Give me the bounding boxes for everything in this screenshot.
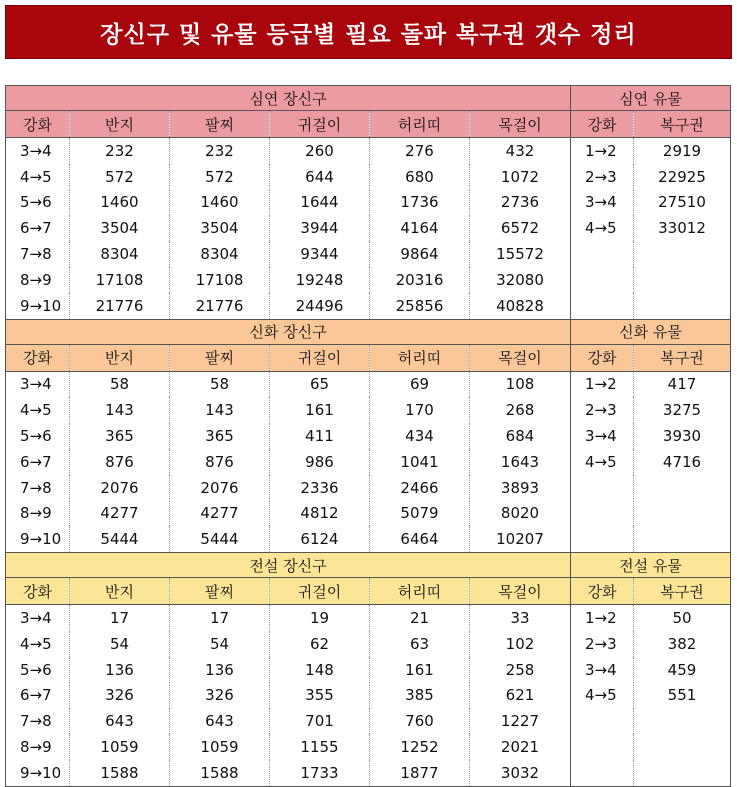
- column-header: 허리띠: [370, 344, 470, 371]
- accessory-count: 161: [370, 657, 470, 683]
- table-row: [6, 605, 731, 631]
- accessory-count: 3893: [470, 475, 571, 501]
- column-header: 목걸이: [470, 344, 571, 371]
- upgrade-step: 9→10: [6, 760, 70, 786]
- column-header: 목걸이: [470, 578, 571, 605]
- accessory-count: 276: [370, 138, 470, 164]
- accessory-count: 365: [70, 423, 170, 449]
- accessory-count: 20316: [370, 267, 470, 293]
- table-row: [6, 190, 731, 216]
- accessory-count: 2076: [70, 475, 170, 501]
- column-header: 허리띠: [370, 578, 470, 605]
- relic-column-header: 복구권: [634, 344, 731, 371]
- accessory-count: 1252: [370, 734, 470, 760]
- relic-upgrade-step: 3→4: [571, 423, 634, 449]
- accessory-count: 1059: [70, 734, 170, 760]
- accessory-count: 2076: [170, 475, 270, 501]
- accessory-section-title: 심연 장신구: [6, 86, 571, 111]
- relic-count: 382: [634, 631, 731, 657]
- relic-count: 27510: [634, 190, 731, 216]
- accessory-count: 701: [270, 708, 370, 734]
- empty-cell: [571, 526, 634, 552]
- empty-cell: [634, 708, 731, 734]
- accessory-count: 148: [270, 657, 370, 683]
- column-header: 반지: [70, 111, 170, 138]
- upgrade-step: 7→8: [6, 241, 70, 267]
- accessory-count: 4812: [270, 501, 370, 527]
- table-row: [6, 423, 731, 449]
- accessory-count: 19248: [270, 267, 370, 293]
- accessory-count: 385: [370, 683, 470, 709]
- accessory-count: 8304: [170, 241, 270, 267]
- accessory-count: 986: [270, 449, 370, 475]
- column-header: 팔찌: [170, 578, 270, 605]
- relic-upgrade-step: 4→5: [571, 215, 634, 241]
- accessory-count: 684: [470, 423, 571, 449]
- relic-section-title: 심연 유물: [571, 86, 731, 111]
- accessory-count: 1588: [170, 760, 270, 786]
- accessory-count: 1072: [470, 164, 571, 190]
- accessory-count: 326: [170, 683, 270, 709]
- accessory-count: 643: [170, 708, 270, 734]
- table-row: [6, 708, 731, 734]
- upgrade-step: 8→9: [6, 734, 70, 760]
- column-header-row: [6, 111, 731, 138]
- relic-section-title: 전설 유물: [571, 553, 731, 578]
- empty-cell: [634, 293, 731, 319]
- accessory-count: 232: [170, 138, 270, 164]
- column-header: 귀걸이: [270, 111, 370, 138]
- table-row: [6, 215, 731, 241]
- accessory-count: 232: [70, 138, 170, 164]
- relic-column-header: 강화: [571, 111, 634, 138]
- accessory-count: 876: [70, 449, 170, 475]
- empty-cell: [634, 760, 731, 786]
- accessory-count: 1644: [270, 190, 370, 216]
- accessory-count: 876: [170, 449, 270, 475]
- accessory-count: 17: [170, 605, 270, 631]
- accessory-count: 25856: [370, 293, 470, 319]
- accessory-count: 432: [470, 138, 571, 164]
- accessory-count: 1059: [170, 734, 270, 760]
- accessory-count: 21: [370, 605, 470, 631]
- upgrade-step: 6→7: [6, 215, 70, 241]
- upgrade-step: 5→6: [6, 190, 70, 216]
- accessory-count: 4277: [70, 501, 170, 527]
- upgrade-step: 9→10: [6, 526, 70, 552]
- accessory-count: 9864: [370, 241, 470, 267]
- accessory-count: 17: [70, 605, 170, 631]
- empty-cell: [634, 526, 731, 552]
- relic-count: 4716: [634, 449, 731, 475]
- accessory-count: 6464: [370, 526, 470, 552]
- column-header: 목걸이: [470, 111, 571, 138]
- relic-upgrade-step: 3→4: [571, 190, 634, 216]
- accessory-count: 1460: [70, 190, 170, 216]
- accessory-count: 5444: [170, 526, 270, 552]
- column-header: 팔찌: [170, 111, 270, 138]
- empty-cell: [571, 293, 634, 319]
- accessory-count: 643: [70, 708, 170, 734]
- table-row: [6, 397, 731, 423]
- upgrade-step: 3→4: [6, 605, 70, 631]
- column-header: 반지: [70, 578, 170, 605]
- relic-section-title: 신화 유물: [571, 319, 731, 344]
- column-header: 팔찌: [170, 344, 270, 371]
- column-header: 허리띠: [370, 111, 470, 138]
- relic-column-header: 강화: [571, 578, 634, 605]
- relic-count: 2919: [634, 138, 731, 164]
- accessory-count: 365: [170, 423, 270, 449]
- upgrade-step: 4→5: [6, 631, 70, 657]
- table-row: [6, 526, 731, 552]
- accessory-count: 58: [70, 371, 170, 397]
- accessory-count: 9344: [270, 241, 370, 267]
- accessory-count: 102: [470, 631, 571, 657]
- empty-cell: [571, 760, 634, 786]
- accessory-count: 3504: [170, 215, 270, 241]
- accessory-count: 1155: [270, 734, 370, 760]
- relic-count: 551: [634, 683, 731, 709]
- accessory-count: 1736: [370, 190, 470, 216]
- relic-count: 33012: [634, 215, 731, 241]
- accessory-section-title: 신화 장신구: [6, 319, 571, 344]
- accessory-count: 24496: [270, 293, 370, 319]
- accessory-count: 572: [70, 164, 170, 190]
- accessory-count: 17108: [170, 267, 270, 293]
- accessory-count: 6572: [470, 215, 571, 241]
- relic-upgrade-step: 2→3: [571, 397, 634, 423]
- accessory-section-title: 전설 장신구: [6, 553, 571, 578]
- accessory-count: 260: [270, 138, 370, 164]
- accessory-count: 10207: [470, 526, 571, 552]
- accessory-count: 4277: [170, 501, 270, 527]
- accessory-count: 58: [170, 371, 270, 397]
- accessory-count: 8020: [470, 501, 571, 527]
- accessory-count: 136: [70, 657, 170, 683]
- relic-count: 22925: [634, 164, 731, 190]
- empty-cell: [571, 501, 634, 527]
- table-row: [6, 657, 731, 683]
- relic-count: 417: [634, 371, 731, 397]
- column-header: 귀걸이: [270, 578, 370, 605]
- accessory-count: 63: [370, 631, 470, 657]
- column-header: 강화: [6, 578, 70, 605]
- relic-upgrade-step: 1→2: [571, 138, 634, 164]
- accessory-count: 8304: [70, 241, 170, 267]
- accessory-count: 1227: [470, 708, 571, 734]
- accessory-count: 17108: [70, 267, 170, 293]
- table-row: [6, 164, 731, 190]
- accessory-count: 644: [270, 164, 370, 190]
- table-row: [6, 267, 731, 293]
- table-row: [6, 475, 731, 501]
- accessory-count: 65: [270, 371, 370, 397]
- relic-count: 459: [634, 657, 731, 683]
- empty-cell: [634, 241, 731, 267]
- accessory-count: 1643: [470, 449, 571, 475]
- upgrade-step: 8→9: [6, 267, 70, 293]
- accessory-count: 15572: [470, 241, 571, 267]
- table-row: [6, 631, 731, 657]
- table-row: [6, 683, 731, 709]
- accessory-count: 54: [170, 631, 270, 657]
- accessory-count: 21776: [170, 293, 270, 319]
- column-header: 강화: [6, 344, 70, 371]
- accessory-count: 2336: [270, 475, 370, 501]
- page-title: 장신구 및 유물 등급별 필요 돌파 복구권 갯수 정리: [100, 21, 637, 48]
- relic-upgrade-step: 3→4: [571, 657, 634, 683]
- relic-upgrade-step: 4→5: [571, 683, 634, 709]
- empty-cell: [634, 267, 731, 293]
- table-row: [6, 371, 731, 397]
- accessory-count: 2466: [370, 475, 470, 501]
- upgrade-step: 8→9: [6, 501, 70, 527]
- upgrade-step: 5→6: [6, 657, 70, 683]
- accessory-count: 326: [70, 683, 170, 709]
- accessory-count: 1041: [370, 449, 470, 475]
- section-title-row: [6, 553, 731, 578]
- accessory-count: 21776: [70, 293, 170, 319]
- accessory-count: 19: [270, 605, 370, 631]
- table-row: [6, 241, 731, 267]
- accessory-count: 143: [170, 397, 270, 423]
- accessory-count: 680: [370, 164, 470, 190]
- relic-count: 3930: [634, 423, 731, 449]
- upgrade-step: 3→4: [6, 138, 70, 164]
- upgrade-step: 6→7: [6, 449, 70, 475]
- accessory-count: 760: [370, 708, 470, 734]
- relic-column-header: 강화: [571, 344, 634, 371]
- accessory-count: 3032: [470, 760, 571, 786]
- relic-upgrade-step: 2→3: [571, 164, 634, 190]
- relic-count: 3275: [634, 397, 731, 423]
- empty-cell: [571, 708, 634, 734]
- upgrade-step: 5→6: [6, 423, 70, 449]
- accessory-count: 2736: [470, 190, 571, 216]
- column-header-row: [6, 344, 731, 371]
- column-header: 반지: [70, 344, 170, 371]
- table-row: [6, 449, 731, 475]
- accessory-count: 40828: [470, 293, 571, 319]
- table-row: [6, 734, 731, 760]
- accessory-count: 1877: [370, 760, 470, 786]
- accessory-count: 161: [270, 397, 370, 423]
- section-title-row: [6, 319, 731, 344]
- section-title-row: [6, 86, 731, 111]
- upgrade-step: 9→10: [6, 293, 70, 319]
- accessory-count: 69: [370, 371, 470, 397]
- accessory-count: 434: [370, 423, 470, 449]
- accessory-count: 5444: [70, 526, 170, 552]
- column-header: 강화: [6, 111, 70, 138]
- table-row: [6, 501, 731, 527]
- relic-upgrade-step: 4→5: [571, 449, 634, 475]
- upgrade-step: 6→7: [6, 683, 70, 709]
- relic-count: 50: [634, 605, 731, 631]
- relic-upgrade-step: 2→3: [571, 631, 634, 657]
- relic-column-header: 복구권: [634, 111, 731, 138]
- accessory-count: 5079: [370, 501, 470, 527]
- accessory-count: 33: [470, 605, 571, 631]
- accessory-count: 411: [270, 423, 370, 449]
- relic-upgrade-step: 1→2: [571, 371, 634, 397]
- relic-upgrade-step: 1→2: [571, 605, 634, 631]
- accessory-count: 2021: [470, 734, 571, 760]
- accessory-count: 1733: [270, 760, 370, 786]
- accessory-count: 32080: [470, 267, 571, 293]
- accessory-count: 54: [70, 631, 170, 657]
- accessory-count: 170: [370, 397, 470, 423]
- accessory-count: 4164: [370, 215, 470, 241]
- empty-cell: [571, 241, 634, 267]
- accessory-count: 268: [470, 397, 571, 423]
- title-banner: [5, 5, 732, 59]
- upgrade-step: 7→8: [6, 475, 70, 501]
- column-header: 귀걸이: [270, 344, 370, 371]
- accessory-count: 621: [470, 683, 571, 709]
- accessory-count: 108: [470, 371, 571, 397]
- table-row: [6, 760, 731, 786]
- accessory-count: 3944: [270, 215, 370, 241]
- column-header-row: [6, 578, 731, 605]
- accessory-count: 1460: [170, 190, 270, 216]
- table-row: [6, 293, 731, 319]
- empty-cell: [571, 267, 634, 293]
- upgrade-step: 4→5: [6, 397, 70, 423]
- empty-cell: [634, 501, 731, 527]
- upgrade-table: [5, 85, 731, 787]
- accessory-count: 572: [170, 164, 270, 190]
- accessory-count: 3504: [70, 215, 170, 241]
- relic-column-header: 복구권: [634, 578, 731, 605]
- accessory-count: 355: [270, 683, 370, 709]
- empty-cell: [571, 475, 634, 501]
- accessory-count: 258: [470, 657, 571, 683]
- empty-cell: [634, 734, 731, 760]
- table-row: [6, 138, 731, 164]
- accessory-count: 143: [70, 397, 170, 423]
- accessory-count: 136: [170, 657, 270, 683]
- upgrade-step: 7→8: [6, 708, 70, 734]
- upgrade-step: 4→5: [6, 164, 70, 190]
- empty-cell: [571, 734, 634, 760]
- upgrade-step: 3→4: [6, 371, 70, 397]
- accessory-count: 1588: [70, 760, 170, 786]
- empty-cell: [634, 475, 731, 501]
- accessory-count: 6124: [270, 526, 370, 552]
- accessory-count: 62: [270, 631, 370, 657]
